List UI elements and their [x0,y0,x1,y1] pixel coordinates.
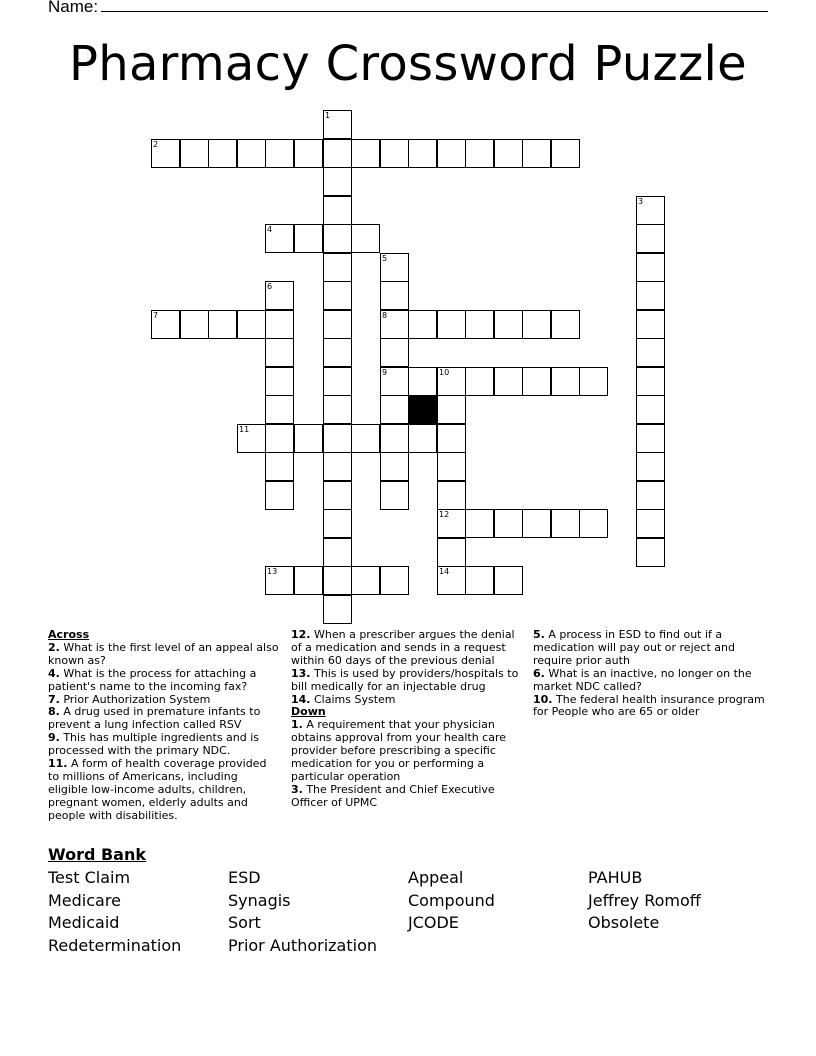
grid-cell[interactable] [265,566,294,595]
grid-cell[interactable] [265,481,294,510]
cell-number: 10 [439,368,450,377]
grid-cell[interactable] [323,253,352,282]
grid-cell[interactable] [465,566,494,595]
grid-cell[interactable] [465,367,494,396]
word-bank-item: JCODE [408,913,459,932]
grid-cell[interactable] [265,224,294,253]
word-bank-item: Appeal [408,868,464,887]
grid-cell[interactable] [636,224,665,253]
grid-cell[interactable] [323,167,352,196]
clue [533,668,773,694]
grid-cell[interactable] [494,509,523,538]
grid-cell[interactable] [323,110,352,139]
grid-cell[interactable] [380,481,409,510]
clue-number: 9. [48,731,60,745]
grid-cell[interactable] [380,566,409,595]
cell-number: 2 [153,140,159,149]
word-bank-item: PAHUB [588,868,643,887]
grid-cell[interactable] [294,424,323,453]
cell-number: 1 [325,111,331,120]
grid-cell[interactable] [636,281,665,310]
clue [291,784,525,810]
grid-cell[interactable] [151,139,180,168]
clue-text: What is an inactive, no longer on the market NDC called? [533,666,752,693]
clue [291,668,525,694]
grid-cell[interactable] [380,253,409,282]
clue-text: A process in ESD to find out if a medication will pay out or reject and require prior auth [533,628,735,667]
grid-cell[interactable] [408,139,437,168]
clue-number: 7. [48,692,60,706]
grid-cell[interactable] [323,509,352,538]
clue [533,629,773,668]
word-bank-item: Compound [408,890,495,910]
grid-cell[interactable] [636,395,665,424]
clue [48,706,280,732]
grid-cell[interactable] [522,509,551,538]
clue-number: 13. [291,666,311,680]
grid-cell[interactable] [294,139,323,168]
word-bank-item: ESD [228,868,261,887]
grid-cell[interactable] [636,310,665,339]
grid-cell[interactable] [380,395,409,424]
grid-cell[interactable] [636,452,665,481]
grid-cell[interactable] [437,566,466,595]
grid-cell[interactable] [636,538,665,567]
clue-number: 10. [533,692,553,706]
clue [533,694,773,720]
cell-number: 5 [382,254,388,263]
clue-number: 2. [48,640,60,654]
grid-cell[interactable] [437,509,466,538]
grid-cell[interactable] [323,566,352,595]
grid-cell[interactable] [636,338,665,367]
grid-cell[interactable] [380,424,409,453]
grid-cell[interactable] [380,367,409,396]
grid-cell[interactable] [636,253,665,282]
grid-cell[interactable] [323,338,352,367]
grid-cell[interactable] [294,224,323,253]
grid-cell[interactable] [323,538,352,567]
grid-cell[interactable] [380,310,409,339]
word-bank-item: Medicare [48,890,121,910]
cell-number: 12 [439,510,450,519]
across-heading: Across [48,628,90,641]
grid-cell[interactable] [551,310,580,339]
grid-cell[interactable] [437,367,466,396]
grid-cell[interactable] [437,139,466,168]
cell-number: 11 [239,425,250,434]
grid-cell[interactable] [323,367,352,396]
grid-cell[interactable] [237,424,266,453]
grid-cell[interactable] [494,139,523,168]
clue [48,642,280,668]
grid-cell[interactable] [408,310,437,339]
grid-cell[interactable] [437,538,466,567]
grid-cell[interactable] [551,367,580,396]
grid-cell[interactable] [323,310,352,339]
grid-cell[interactable] [265,338,294,367]
grid-cell[interactable] [551,509,580,538]
grid-cell[interactable] [494,566,523,595]
black-cell [408,395,437,424]
cell-number: 3 [638,197,644,206]
grid-cell[interactable] [579,367,608,396]
grid-cell[interactable] [294,566,323,595]
grid-cell[interactable] [380,281,409,310]
grid-cell[interactable] [208,139,237,168]
grid-cell[interactable] [636,509,665,538]
clue [291,719,525,784]
grid-cell[interactable] [579,509,608,538]
word-bank-item: Jeffrey Romoff [588,890,701,910]
clue-number: 11. [48,757,68,771]
grid-cell[interactable] [351,424,380,453]
clue-number: 14. [291,692,311,706]
clue-text: A form of health coverage provided to millions of Americans, including eligible low-income adults, children, pregnant women, elderly adults and people with disabilities. [48,757,267,822]
word-bank [48,868,768,958]
cell-number: 14 [439,567,450,576]
grid-cell[interactable] [323,595,352,624]
grid-cell[interactable] [323,281,352,310]
grid-cell[interactable] [494,310,523,339]
clue-number: 8. [48,705,60,719]
name-label: Name: [48,0,99,16]
clue-text: A drug used in premature infants to prevent a lung infection called RSV [48,705,261,732]
cell-number: 8 [382,311,388,320]
clue-text: This has multiple ingredients and is processed with the primary NDC. [48,731,260,758]
grid-cell[interactable] [265,367,294,396]
cell-number: 7 [153,311,159,320]
grid-cell[interactable] [265,395,294,424]
grid-cell[interactable] [323,224,352,253]
grid-cell[interactable] [265,310,294,339]
grid-cell[interactable] [265,452,294,481]
grid-cell[interactable] [237,310,266,339]
clue-text: Prior Authorization System [59,692,211,706]
grid-cell[interactable] [408,424,437,453]
grid-cell[interactable] [408,367,437,396]
grid-cell[interactable] [636,424,665,453]
clue-column-2 [291,629,525,810]
word-bank-item: Synagis [228,890,291,910]
grid-cell[interactable] [522,139,551,168]
grid-cell[interactable] [437,424,466,453]
clue-number: 6. [533,666,545,680]
clue-text: Claims System [310,692,396,706]
grid-cell[interactable] [265,139,294,168]
clue-text: This is used by providers/hospitals to bill medically for an injectable drug [291,666,519,693]
grid-cell[interactable] [380,338,409,367]
grid-cell[interactable] [437,452,466,481]
grid-cell[interactable] [351,224,380,253]
word-bank-item: Prior Authorization [228,935,378,955]
grid-cell[interactable] [522,310,551,339]
clue-text: A requirement that your physician obtains approval from your health care provider before prescribing a specific medication for you or performing a particular operation [291,718,507,783]
clue-text: When a prescriber argues the denial of a medication and sends in a request within 60 days of the previous denial [291,628,515,667]
clue-column-3 [533,629,773,719]
grid-cell[interactable] [636,367,665,396]
cell-number: 9 [382,368,388,377]
grid-cell[interactable] [636,481,665,510]
grid-cell[interactable] [351,566,380,595]
grid-cell[interactable] [180,139,209,168]
grid-cell[interactable] [465,310,494,339]
grid-cell[interactable] [323,424,352,453]
clue [291,629,525,668]
clue-number: 3. [291,782,303,796]
grid-cell[interactable] [636,196,665,225]
grid-cell[interactable] [380,139,409,168]
clue [48,758,280,823]
cell-number: 13 [267,567,278,576]
word-bank-item: Redetermination [48,935,182,955]
grid-cell[interactable] [151,310,180,339]
clue-number: 1. [291,718,303,732]
grid-cell[interactable] [465,139,494,168]
word-bank-item: Obsolete [588,913,660,932]
clue [48,732,280,758]
grid-cell[interactable] [351,139,380,168]
word-bank-item: Medicaid [48,913,120,932]
grid-cell[interactable] [437,310,466,339]
grid-cell[interactable] [465,509,494,538]
clue [48,668,280,694]
cell-number: 4 [267,225,273,234]
down-heading: Down [291,705,326,719]
clue-number: 4. [48,666,60,680]
clue [291,694,525,707]
word-bank-title: Word Bank [48,845,147,864]
clue-text: The federal health insurance program for People who are 65 or older [533,692,765,719]
grid-cell[interactable] [208,310,237,339]
grid-cell[interactable] [522,367,551,396]
grid-cell[interactable] [237,139,266,168]
clue-text: What is the first level of an appeal also known as? [48,640,279,667]
grid-cell[interactable] [551,139,580,168]
grid-cell[interactable] [323,196,352,225]
grid-cell[interactable] [380,452,409,481]
grid-cell[interactable] [323,481,352,510]
grid-cell[interactable] [265,424,294,453]
grid-cell[interactable] [323,139,352,168]
grid-cell[interactable] [494,367,523,396]
grid-cell[interactable] [323,452,352,481]
clue-number: 5. [533,628,545,641]
word-bank-item: Test Claim [48,868,131,887]
clue-column-1 [48,629,280,823]
grid-cell[interactable] [437,481,466,510]
grid-cell[interactable] [437,395,466,424]
grid-cell[interactable] [265,281,294,310]
grid-cell[interactable] [323,395,352,424]
word-bank-item: Sort [228,913,261,932]
grid-cell[interactable] [180,310,209,339]
clue-text: The President and Chief Executive Officer of UPMC [291,782,495,809]
page-title: Pharmacy Crossword Puzzle [69,36,747,92]
cell-number: 6 [267,282,273,291]
clue-text: What is the process for attaching a patient's name to the incoming fax? [48,666,257,693]
clue-number: 12. [291,628,311,641]
